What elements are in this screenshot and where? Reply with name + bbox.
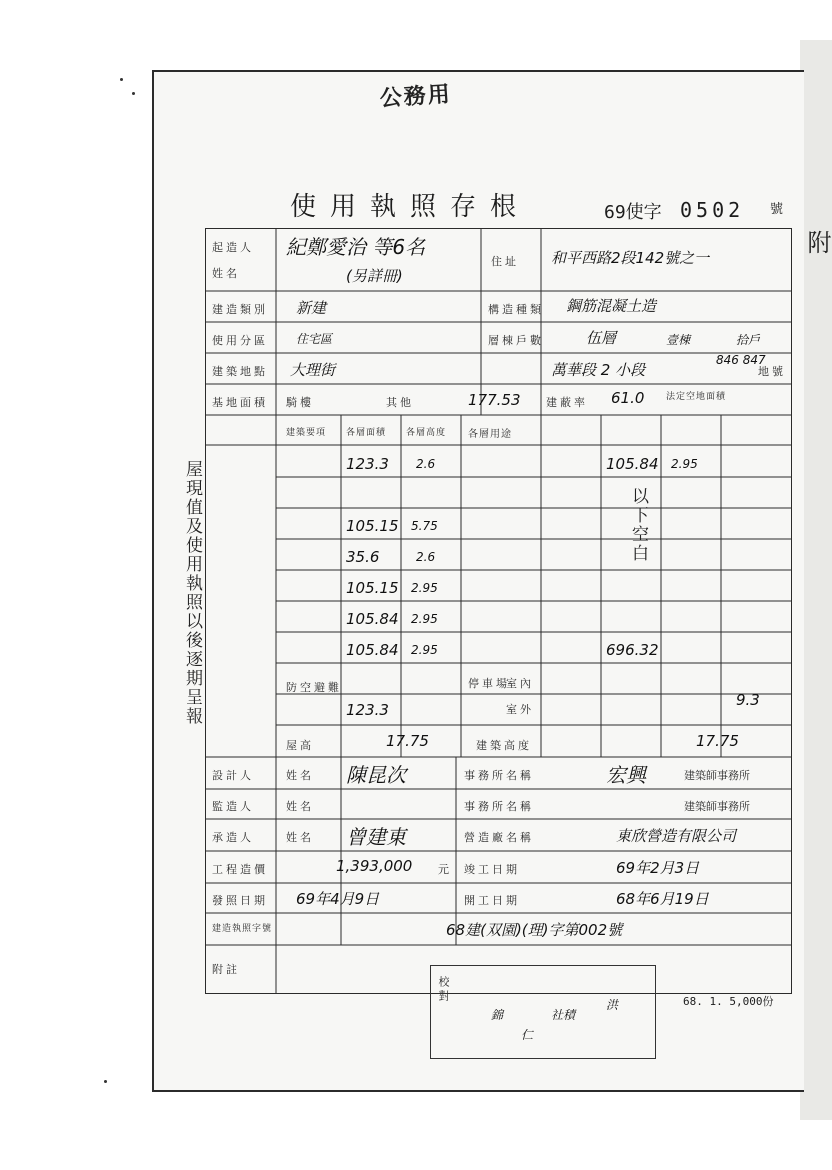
label-start-date: 開工日期	[464, 894, 520, 907]
permit-form	[205, 228, 792, 994]
right-side-note: 附	[803, 230, 831, 256]
label-permit-no: 建造執照字號	[212, 924, 273, 934]
label-site-area: 基地面積	[212, 396, 268, 409]
label-designer-name: 姓名	[286, 769, 314, 782]
building-height-value: 17.75	[696, 732, 739, 750]
design-office-value: 宏興	[606, 763, 646, 787]
label-use-zone: 使用分區	[212, 334, 268, 347]
blank-note-value: 以下空白	[628, 487, 648, 563]
contractor-firm-value: 東欣營造有限公司	[616, 827, 737, 845]
floor5-height-value: 2.95	[671, 457, 698, 471]
label-name: 姓名	[212, 267, 240, 280]
floor3-area-value: 105.84	[346, 610, 399, 628]
finish-date-value: 69年2月3日	[616, 859, 700, 877]
label-arcade: 騎樓	[286, 396, 314, 409]
label-air-defense: 防空避難	[286, 681, 342, 694]
label-other: 其他	[386, 396, 414, 409]
floor2-area-value: 105.15	[346, 579, 399, 597]
label-building-height: 建築高度	[476, 739, 532, 752]
label-office-name: 事務所名稱	[464, 769, 534, 782]
basement-height-value: 2.6	[416, 457, 436, 471]
lots-value: 846 847	[716, 353, 766, 367]
check-stamp-box	[430, 965, 656, 1059]
total-area-value: 696.32	[606, 641, 659, 659]
units-value: 拾戶	[736, 333, 761, 347]
mezz-area-value: 35.6	[346, 548, 380, 566]
label-structure: 構造種類	[488, 303, 544, 316]
label-floor-height: 各層高度	[406, 428, 447, 438]
start-date-value: 68年6月19日	[616, 890, 709, 908]
other-note-value: 9.3	[736, 691, 760, 709]
label-contractor-firm: 營造廠名稱	[464, 831, 534, 844]
builder-note-value: (另詳冊)	[346, 267, 403, 285]
serial-suffix: 號	[770, 202, 784, 217]
label-open-space: 法定空地面積	[666, 392, 727, 402]
label-architect-office: 建築師事務所	[684, 769, 750, 782]
floor4-area-value: 105.84	[346, 641, 399, 659]
check-name-4: 洪	[606, 998, 619, 1012]
check-name-2: 仁	[521, 1028, 534, 1042]
label-address: 住址	[491, 255, 519, 268]
basement-area-value: 123.3	[346, 455, 389, 473]
label-land-section: 地號	[758, 365, 786, 378]
dust-mark	[120, 78, 123, 81]
label-cost: 工程造價	[212, 863, 268, 876]
floor4-height-value: 2.95	[411, 643, 438, 657]
label-parking: 停車場	[468, 677, 510, 690]
other-area-value: 177.53	[468, 391, 521, 409]
contractor-value: 曾建東	[346, 825, 406, 849]
builder-name-value: 紀鄭愛治 等6名	[286, 235, 426, 259]
page-title: 使用執照存根	[290, 192, 531, 222]
dust-mark	[132, 92, 135, 95]
label-supervisor-name: 姓名	[286, 800, 314, 813]
serial-number: 0502	[680, 198, 745, 222]
section-value: 萬華段 2 小段	[551, 361, 646, 379]
floor5-area-value: 105.84	[606, 455, 659, 473]
dust-mark	[104, 1080, 107, 1083]
label-supervisor: 監造人	[212, 800, 254, 813]
coverage-value: 61.0	[611, 389, 645, 407]
corner-stamp: 公務用	[378, 80, 453, 112]
left-side-note: 屋現值及使用執照以後逐期呈報	[182, 460, 202, 726]
cost-unit: 元	[438, 863, 452, 876]
address-value: 和平西路2段142號之一	[551, 249, 710, 267]
label-issue-date: 發照日期	[212, 894, 268, 907]
label-check: 校對	[437, 976, 450, 1004]
floor1-area-value: 105.15	[346, 517, 399, 535]
shelter-value: 123.3	[346, 701, 389, 719]
label-notes: 附註	[212, 963, 240, 976]
check-name-1: 錦	[491, 1008, 504, 1022]
label-floor-use: 各層用途	[468, 429, 512, 440]
label-indoor: 室內	[506, 677, 534, 690]
cost-value: 1,393,000	[336, 857, 413, 875]
serial-prefix: 69使字	[604, 202, 662, 223]
label-contractor-name: 姓名	[286, 831, 314, 844]
building-type-value: 新建	[296, 299, 327, 317]
label-location: 建築地點	[212, 365, 268, 378]
label-outdoor: 室外	[506, 703, 534, 716]
label-floor-area: 各層面積	[346, 428, 387, 438]
check-name-3: 社積	[551, 1008, 576, 1022]
house-height-value: 17.75	[386, 732, 429, 750]
print-note: 68. 1. 5,000份	[683, 995, 774, 1008]
label-floors-units: 層棟戶數	[488, 334, 544, 347]
mezz-height-value: 2.6	[416, 550, 436, 564]
floor1-height-value: 5.75	[411, 519, 438, 533]
label-floor-items: 建築要項	[286, 428, 327, 438]
scan-edge	[800, 40, 832, 1120]
label-supervisor-architect: 建築師事務所	[684, 800, 750, 813]
floors-value: 伍層	[586, 329, 617, 347]
designer-value: 陳昆次	[346, 763, 406, 787]
label-building-type: 建造類別	[212, 303, 268, 316]
permit-no-value: 68建(双園)(理)字第002號	[446, 921, 623, 939]
issue-date-value: 69年4月9日	[296, 890, 380, 908]
label-contractor: 承造人	[212, 831, 254, 844]
floor3-height-value: 2.95	[411, 612, 438, 626]
location-value: 大理街	[290, 361, 336, 379]
label-builder: 起造人	[212, 241, 254, 254]
use-zone-value: 住宅區	[296, 332, 333, 346]
buildings-value: 壹棟	[666, 333, 691, 347]
label-supervisor-office: 事務所名稱	[464, 800, 534, 813]
label-house-height: 屋高	[286, 739, 314, 752]
structure-value: 鋼筋混凝土造	[566, 297, 657, 315]
label-designer: 設計人	[212, 769, 254, 782]
label-coverage: 建蔽率	[546, 396, 588, 409]
floor2-height-value: 2.95	[411, 581, 438, 595]
label-finish-date: 竣工日期	[464, 863, 520, 876]
